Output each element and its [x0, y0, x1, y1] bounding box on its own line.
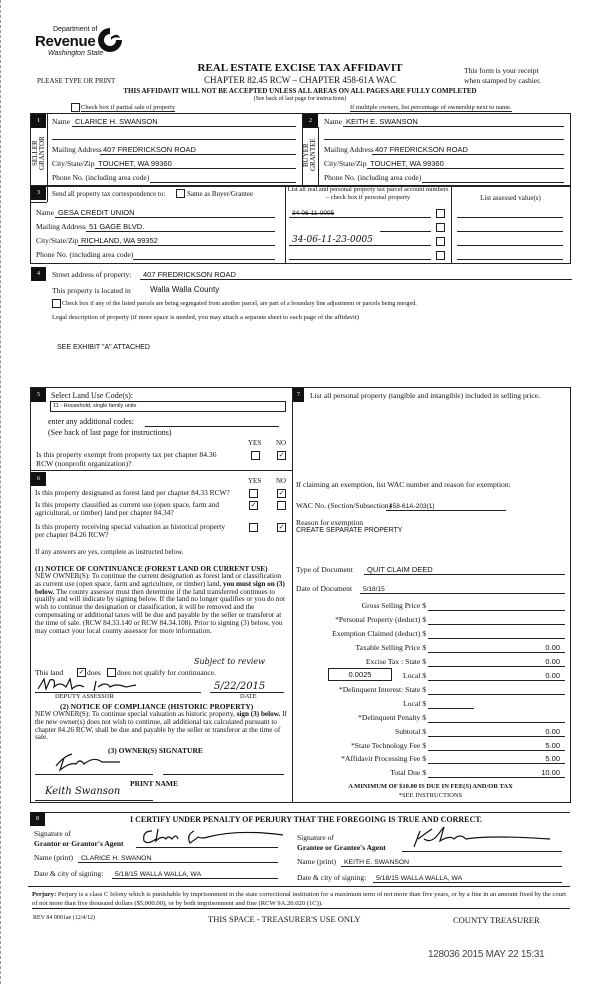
parcel-number-handwritten: 34-06-11-23-0005: [292, 235, 373, 245]
exempt-no-checkbox[interactable]: ✓: [278, 451, 285, 459]
personal-property-label: List all personal property (tangible and intangible) included in selling price.: [310, 391, 541, 400]
warning-line: THIS AFFIDAVIT WILL NOT BE ACCEPTED UNLESS ALL AREAS ON ALL PAGES ARE FULLY COMPLETED: [123, 87, 477, 95]
historic-question: Is this property receiving special valuation as historical property per chapter 84.26 RCW?: [35, 522, 226, 539]
fee-field[interactable]: [428, 754, 565, 764]
label: Signature of: [34, 829, 71, 838]
segregated-checkbox[interactable]: [52, 299, 61, 308]
section-number: 6: [31, 472, 46, 486]
county: Walla Walla County: [150, 285, 220, 294]
section-number: 8: [30, 812, 45, 826]
notice-text: The county assessor must then determine if the land transferred continues to qualify and will indicate by signing below. If the land no longer qualifies or you do not wish to continue the designation or classification, it will be removed and the compensating or additional taxes will be due and payable by the seller or transferor at the time of sale. (RCW 84.33.140 or RCW 84.34.108). Prior to signing (3) below, you may contact your local county assessor for more information.: [35, 587, 286, 635]
notice-text: If the new owner(s) does not wish to continue, all additional tax calculated pursuant to chapter 84.26 RCW, shall be due and payable by the seller or transferor at the time of sale.: [35, 710, 287, 742]
wac-number: 458-61A-203(1): [389, 503, 435, 510]
fee-label: *Affidavit Processing Fee $: [341, 754, 426, 763]
fee-value: 5.00: [545, 741, 560, 750]
doc-date-field[interactable]: [360, 584, 565, 594]
county-treasurer-label: COUNTY TREASURER: [453, 915, 540, 925]
print-name-line: [35, 800, 153, 801]
buyer-name-field[interactable]: [343, 117, 564, 127]
send-correspondence-label: Send all property tax correspondence to:: [52, 190, 166, 198]
buyer-name-field-2[interactable]: [324, 130, 564, 140]
notice-compliance-title: (2) NOTICE OF COMPLIANCE (HISTORIC PROPERTY): [60, 702, 254, 711]
forest-land-question: Is this property designated as forest land per chapter 84.33 RCW?: [35, 488, 230, 497]
buyer-phone-field[interactable]: [422, 173, 564, 183]
grantee-signature: [410, 825, 560, 851]
grantor-date-city-field[interactable]: [112, 869, 278, 879]
grantee-date-city: 5/18/15 WALLA WALLA, WA: [376, 875, 463, 882]
fee-field[interactable]: [428, 713, 565, 723]
fee-label: *State Technology Fee $: [350, 741, 426, 750]
seller-city: TOUCHET, WA 99360: [98, 159, 172, 168]
assessed-value-field[interactable]: [457, 222, 563, 232]
owner-signature-line-2: [163, 774, 284, 775]
seller-name-field[interactable]: [72, 117, 296, 127]
parcel-header: List all real and personal property tax parcel account numbers – check box if personal property: [287, 186, 449, 201]
receipt-note-2: when stamped by cashier.: [464, 76, 542, 85]
grantee-agent-label: Grantee or Grantee's Agent: [297, 843, 386, 852]
assessor-signature: [36, 675, 201, 693]
see-back: (See back of last page for instructions): [48, 428, 172, 437]
fee-field[interactable]: [428, 601, 565, 611]
divider: [28, 886, 570, 887]
current-use-yes-checkbox[interactable]: ✓: [250, 501, 257, 509]
fee-field[interactable]: [428, 727, 565, 737]
reason: CREATE SEPARATE PROPERTY: [296, 527, 403, 534]
notice-text: NEW OWNER(S): To continue special valuation as historic property,: [35, 710, 235, 718]
label: City/State/Zip: [36, 236, 79, 245]
doc-type-label: Type of Document: [296, 565, 353, 574]
see-instructions: *SEE INSTRUCTIONS: [398, 792, 463, 799]
parcel-field[interactable]: [289, 236, 431, 246]
fee-label: Local $: [403, 699, 426, 708]
buyer-mailing: 407 FREDRICKSON ROAD: [375, 145, 468, 154]
doc-type-field[interactable]: [364, 565, 565, 575]
certify-statement: I CERTIFY UNDER PENALTY OF PERJURY THAT THE FOREGOING IS TRUE AND CORRECT.: [130, 815, 483, 824]
parcel-field[interactable]: [289, 208, 431, 218]
wac-field[interactable]: [386, 501, 506, 511]
parcel-field[interactable]: [289, 250, 431, 260]
tax-name: GESA CREDIT UNION: [58, 208, 135, 217]
notice-continuance-title: (1) NOTICE OF CONTINUANCE (FOREST LAND OR CURRENT USE): [35, 564, 268, 573]
please-type: PLEASE TYPE OR PRINT: [37, 77, 116, 85]
does-not-label: does not qualify for continuance.: [117, 668, 216, 677]
fee-label: *Delinquent Penalty $: [358, 713, 426, 722]
local-rate-field[interactable]: 0.0025: [328, 668, 392, 681]
no-header: NO: [276, 477, 287, 485]
fee-field[interactable]: [428, 657, 565, 667]
fee-value: 0.00: [545, 657, 560, 666]
notice-compliance-text: [35, 711, 287, 742]
minimum-note: A MINIMUM OF $10.00 IS DUE IN FEE(S) AND/OR TAX: [348, 783, 513, 790]
label: Phone No. (including area code): [36, 250, 134, 259]
assessor-date: 5/22/2015: [214, 681, 266, 692]
fee-value: 10.00: [541, 768, 560, 777]
divider: [285, 185, 286, 263]
divider: [47, 113, 48, 186]
assessed-value-field[interactable]: [457, 250, 563, 260]
buyer-name: KEITH E. SWANSON: [346, 117, 418, 126]
owner-signature: [50, 750, 130, 772]
fee-field[interactable]: [428, 741, 565, 751]
perjury-text: Perjury is a class C felony which is punishable by imprisonment in the state correctional institution for a maximum term of not more than five years, or by a fine in an amount fixed by the court of not more than five thousand dollars ($5,000.00), or by both imprisonment and fine (RCW 9A.20.020 (1C)).: [32, 891, 566, 907]
same-as-buyer-label: Same as Buyer/Grantee: [187, 190, 254, 198]
seller-city-field[interactable]: [95, 159, 296, 169]
tax-mailing: 51 GAGE BLVD.: [89, 222, 145, 231]
fee-value: 5.00: [545, 754, 560, 763]
label: Mailing Address: [36, 222, 86, 231]
land-use-select[interactable]: 11 - Household, single family units: [50, 401, 286, 412]
parcel-field[interactable]: [380, 222, 431, 232]
chapter-line: CHAPTER 82.45 RCW – CHAPTER 458-61A WAC: [204, 75, 396, 85]
doc-type: QUIT CLAIM DEED: [367, 565, 433, 574]
exempt-question: Is this property exempt from property tax per chapter 84.36 RCW (nonprofit organization)?: [36, 450, 217, 468]
handwritten-note: Subject to review: [194, 657, 265, 666]
divider: [292, 387, 293, 802]
buyer-grantee-label: BUYER GRANTEE: [302, 138, 317, 172]
seller-name-field-2[interactable]: [52, 130, 296, 140]
tax-city: RICHLAND, WA 99352: [81, 236, 158, 245]
logo-revenue: Revenue: [35, 33, 96, 50]
seller-name: CLARICE H. SWANSON: [75, 117, 158, 126]
divider: [30, 812, 570, 813]
label: Signature of: [297, 833, 334, 842]
fee-field[interactable]: [428, 671, 565, 681]
seller-mailing: 407 FREDRICKSON ROAD: [103, 145, 196, 154]
owner-signature-label: (3) OWNER(S) SIGNATURE: [108, 746, 203, 755]
label: Name: [324, 117, 342, 126]
forest-no-checkbox[interactable]: ✓: [278, 489, 285, 497]
label: Mailing Address: [52, 145, 102, 154]
notice-continuance-text: [35, 573, 287, 635]
label: City/State/Zip: [52, 159, 95, 168]
fee-field[interactable]: [428, 615, 565, 625]
divider: [47, 185, 48, 202]
label: Name: [36, 208, 54, 217]
cashier-stamp: 128036 2015 MAY 22 15:31: [428, 949, 545, 960]
logo-state: Washington State: [48, 50, 104, 57]
fee-label: Gross Selling Price $: [361, 601, 426, 610]
grantee-signature-line: [402, 851, 562, 852]
current-use-no-checkbox[interactable]: [277, 501, 286, 510]
grantor-date-city: 5/18/15 WALLA WALLA, WA: [115, 871, 202, 878]
label: Name (print): [297, 857, 336, 866]
historic-no-checkbox[interactable]: ✓: [278, 523, 285, 531]
doc-date: 5/18/15: [363, 586, 385, 593]
yes-header: YES: [248, 477, 262, 485]
label: Date & city of signing:: [297, 873, 367, 882]
legal-description-label: Legal description of property (if more space is needed, you may attach a separate sheet to each page of the affidavit): [52, 314, 359, 321]
scan-edge: [0, 0, 1, 984]
fee-label: Local $: [403, 671, 426, 680]
segregated-label: Check box if any of the listed parcels are being segregated from another parcel, are part of a boundary line adjustment or parcels being merged.: [62, 300, 417, 307]
form-title: REAL ESTATE EXCISE TAX AFFIDAVIT: [197, 62, 403, 74]
street-label: Street address of property:: [52, 270, 132, 279]
personal-property-checkbox[interactable]: [436, 223, 445, 232]
section-number: 2: [303, 114, 318, 128]
personal-property-checkbox[interactable]: [436, 237, 445, 246]
personal-property-checkbox[interactable]: [436, 209, 445, 218]
perjury-notice: [32, 890, 570, 909]
grantor-name-field[interactable]: [78, 853, 278, 863]
personal-property-checkbox[interactable]: [436, 251, 445, 260]
label: Phone No. (including area code): [324, 173, 422, 182]
fee-value: 0.00: [545, 671, 560, 680]
fee-label: Excise Tax : State $: [365, 657, 426, 666]
partial-sale-label: Check box if partial sale of property: [81, 104, 176, 111]
logo-swirl-icon: [96, 26, 124, 54]
tax-mailing-field[interactable]: [86, 222, 275, 232]
label: City/State/Zip: [324, 159, 367, 168]
exempt-yes-checkbox[interactable]: [251, 451, 260, 460]
multiple-owners-note: If multiple owners, list percentage of ownership next to name.: [350, 104, 512, 111]
assessed-value-field[interactable]: [457, 236, 563, 246]
section-number: 5: [31, 388, 46, 402]
legal-description: SEE EXHIBIT "A" ATTACHED: [57, 344, 150, 351]
section-number: 1: [31, 114, 46, 128]
grantee-name-field[interactable]: [341, 857, 562, 867]
reason-label: Reason for exemption: [296, 518, 364, 527]
assessed-header: List assessed value(s): [480, 194, 541, 202]
does-qualify-checkbox[interactable]: ✓: [78, 668, 85, 676]
fee-value: 0.00: [545, 643, 560, 652]
printed-owner-name: Keith Swanson: [45, 786, 121, 797]
exemption-label: If claiming an exemption, list WAC number and reason for exemption:: [296, 480, 511, 489]
notice-bold: sign (3) below.: [236, 710, 281, 718]
logo-dept: Department of: [53, 26, 98, 33]
assessed-value-field[interactable]: [457, 208, 563, 218]
date-label: DATE: [240, 693, 257, 700]
does-label: does: [87, 668, 101, 677]
seller-grantor-label: SELLER GRANTOR: [31, 136, 46, 170]
parcel-number: 34-06-11-0005: [292, 210, 335, 217]
buyer-mailing-field[interactable]: [372, 145, 564, 155]
grantor-signature-line: [136, 847, 278, 848]
seller-phone-field[interactable]: [150, 173, 296, 183]
fee-label: *Delinquent Interest: State $: [338, 685, 426, 694]
label: Phone No. (including area code): [52, 173, 150, 182]
fee-label: Total Due $: [390, 768, 426, 777]
yes-header: YES: [248, 439, 262, 447]
street-address-field[interactable]: [140, 270, 572, 280]
wac-label: WAC No. (Section/Subsection): [296, 501, 392, 510]
owner-signature-line: [35, 774, 153, 775]
fee-field[interactable]: [428, 768, 565, 778]
notice-bold: you must sign on (3) below.: [35, 579, 285, 596]
tax-phone-field[interactable]: [133, 250, 275, 260]
section-number: 3: [31, 186, 46, 200]
deputy-assessor-label: DEPUTY ASSESSOR: [55, 693, 114, 700]
additional-codes-label: enter any additional codes:: [48, 417, 134, 426]
grantor-name: CLARICE H. SWANON: [81, 855, 152, 862]
fee-label: Taxable Selling Price $: [355, 643, 426, 652]
fee-value: 0.00: [545, 727, 560, 736]
buyer-city: TOUCHET, WA 99360: [370, 159, 444, 168]
divider: [30, 470, 292, 471]
grantor-agent-label: Grantor or Grantor's Agent: [34, 839, 124, 848]
fee-field[interactable]: [428, 643, 565, 653]
buyer-city-field[interactable]: [367, 159, 564, 169]
divider: [318, 127, 319, 186]
label: Name: [52, 117, 70, 126]
label: Date & city of signing:: [34, 869, 104, 878]
fee-field[interactable]: [428, 629, 565, 639]
additional-codes-field[interactable]: [145, 417, 279, 427]
located-label: This property is located in: [52, 286, 131, 295]
notice-text: NEW OWNER(S): To continue the current designation as forest land or classification as current use (open space, farm and agriculture, or timber) land,: [35, 572, 282, 588]
forest-yes-checkbox[interactable]: [249, 489, 258, 498]
grantor-signature: [138, 825, 288, 847]
grantee-date-city-field[interactable]: [373, 873, 562, 883]
tax-city-field[interactable]: [78, 236, 275, 246]
print-name-label: PRINT NAME: [130, 779, 178, 788]
partial-sale-checkbox[interactable]: [71, 103, 80, 112]
doc-date-label: Date of Document: [296, 584, 353, 593]
no-header: NO: [276, 439, 287, 447]
fee-label: Exemption Claimed (deduct) $: [332, 629, 426, 638]
same-as-buyer-checkbox[interactable]: [176, 189, 185, 198]
fee-field[interactable]: [428, 699, 474, 709]
grantee-name: KEITH E. SWANSON: [344, 859, 410, 866]
label: Mailing Address: [324, 145, 374, 154]
if-yes-note: If any answers are yes, complete as instructed below.: [35, 548, 184, 556]
perjury-label: Perjury:: [32, 891, 57, 898]
divider: [30, 202, 47, 203]
historic-yes-checkbox[interactable]: [249, 523, 258, 532]
label: Name (print): [34, 853, 73, 862]
section-number: 7: [293, 388, 304, 402]
receipt-note-1: This form is your receipt: [464, 66, 539, 75]
fee-label: Subtotal $: [394, 727, 426, 736]
fee-field[interactable]: [428, 685, 565, 695]
form-revision: REV 84 0001ae (12/4/12): [33, 915, 96, 921]
see-back: (See back of last page for instructions): [253, 96, 347, 102]
land-use-label: Select Land Use Code(s):: [51, 391, 133, 400]
treasurer-use-label: THIS SPACE - TREASURER'S USE ONLY: [208, 914, 361, 924]
fee-label: *Personal Property (deduct) $: [335, 615, 426, 624]
current-use-question: Is this property classified as current use (open space, farm and agricultural, or timber) land per chapter 84.34?: [35, 500, 220, 517]
street-address: 407 FREDRICKSON ROAD: [143, 270, 236, 279]
tax-name-field[interactable]: [55, 208, 275, 218]
section-number: 4: [31, 267, 46, 281]
this-land-label: This land: [35, 668, 64, 677]
seller-mailing-field[interactable]: [100, 145, 296, 155]
